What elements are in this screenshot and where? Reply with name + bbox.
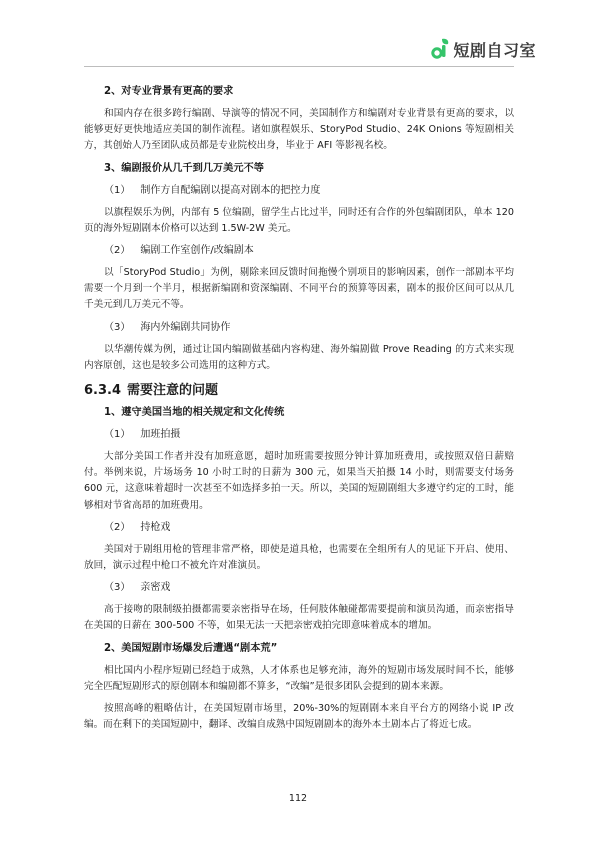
chapter-number: 6.3.4 [84, 383, 122, 399]
paragraph: 以「StoryPod Studio」为例，剔除来回反馈时间拖慢个别项目的影响因素，创作一部剧本平均需要一个月到一个半月，根据新编剧和资深编剧、不同平台的预算等因素，剧本的报价区间可以从几千美元到几万美元不等。 [84, 267, 514, 311]
subsection-heading [84, 183, 514, 199]
dj-leaf-logo-icon [431, 37, 449, 61]
header-divider [84, 66, 514, 67]
document-body [84, 84, 514, 739]
chapter-heading [84, 382, 514, 400]
subsection-heading [84, 427, 514, 443]
page-number: 112 [288, 793, 308, 804]
subsection-heading [84, 320, 514, 336]
brand-logo [431, 37, 536, 61]
paragraph: 高于接吻的限制级拍摄都需要亲密指导在场，任何肢体触碰都需要提前和演员沟通，而亲密指导在美国的日薪在 300-500 不等，如果无法一天把亲密戏拍完即意味着成本的增加。 [84, 604, 514, 632]
section-heading: 2、对专业背景有更高的要求 [104, 86, 234, 97]
subsection-title: 制作方自配编剧以提高对剧本的把控力度 [140, 184, 321, 196]
logo-text: 短剧自习室 [453, 40, 536, 60]
paragraph: 按照高峰的粗略估计，在美国短剧市场里，20%-30%的短剧剧本来自平台方的网络小说 IP 改编。而在剩下的美国短剧中，翻译、改编自成熟中国短剧剧本的海外本土剧本占了将近七成。 [84, 703, 514, 731]
subsection-number: （3） [104, 321, 131, 333]
subsection-number: （2） [104, 245, 131, 257]
subsection-heading [84, 580, 514, 596]
subsection-title: 持枪戏 [140, 521, 171, 533]
paragraph: 相比国内小程序短剧已经趋于成熟，人才体系也足够充沛，海外的短剧市场发展时间不长，能够完全匹配短剧形式的原创剧本和编剧都不算多，“改编”是很多团队会提到的剧本来源。 [84, 664, 514, 692]
section-heading: 3、编剧报价从几千到几万美元不等 [104, 162, 264, 174]
paragraph: 以旗程娱乐为例，内部有 5 位编剧，留学生占比过半，同时还有合作的外包编剧团队，单本 120 页的海外短剧剧本价格可以达到 1.5W-2W 美元。 [84, 206, 514, 234]
subsection-title: 亲密戏 [140, 582, 171, 594]
subsection-number: （3） [104, 582, 131, 594]
subsection-heading [84, 520, 514, 536]
paragraph: 大部分美国工作者并没有加班意愿，超时加班需要按照分钟计算加班费用，或按照双倍日薪赔付。举例来说，片场场务 10 小时工时的日薪为 300 元，如果当天拍摄 14 小时，则需要支付场务 600 元，这意味着超时一次甚至不如选择多拍一天。所以，美国的短剧剧组大多遵守约定的工时，能够相对节省高昂的加班费用。 [84, 451, 514, 511]
paragraph: 美国对于剧组用枪的管理非常严格，即使是道具枪，也需要在全组所有人的见证下开启、使用、放回，演示过程中枪口不被允许对准演员。 [84, 543, 514, 572]
subsection-heading [84, 243, 514, 259]
section-heading: 2、美国短剧市场爆发后遭遇“剧本荒” [104, 642, 278, 654]
subsection-title: 编剧工作室创作/改编剧本 [140, 245, 254, 257]
subsection-title: 加班拍摄 [140, 429, 181, 441]
paragraph: 以华潮传媒为例，通过让国内编剧做基础内容构建、海外编剧做 Prove Reading 的方式来实现内容原创，这也是较多公司选用的这种方式。 [84, 343, 514, 371]
chapter-title: 需要注意的问题 [127, 383, 219, 399]
subsection-title: 海内外编剧共同协作 [140, 321, 231, 333]
section-heading: 1、遵守美国当地的相关规定和文化传统 [104, 407, 285, 419]
subsection-number: （1） [104, 184, 131, 196]
subsection-number: （2） [104, 521, 131, 533]
subsection-number: （1） [104, 429, 131, 441]
paragraph: 和国内存在很多跨行编剧、导演等的情况不同，美国制作方和编剧对专业背景有更高的要求，以能够更好更快地适应美国的制作流程。诸如旗程娱乐、StoryPod Studio、24K Onions 等短剧相关方，其创始人乃至团队成员都是专业院校出身，毕业于 AFI 等影视名校。 [84, 108, 514, 152]
